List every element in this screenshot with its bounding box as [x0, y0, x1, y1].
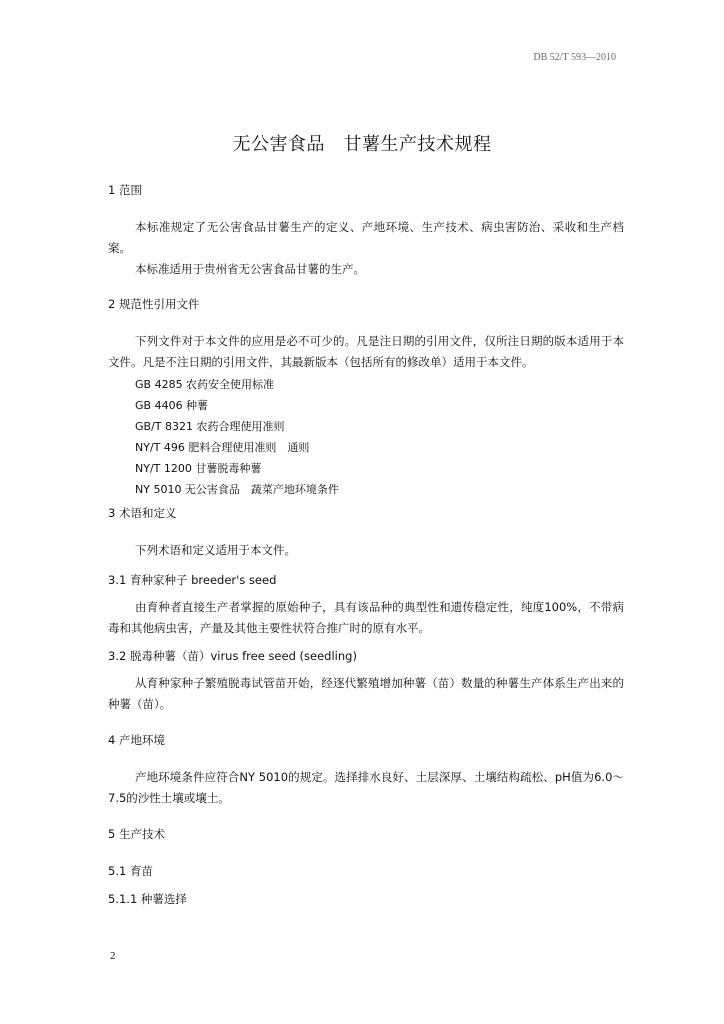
reference-list — [135, 374, 339, 500]
section-1-paragraph-2: 本标准适用于贵州省无公害食品甘薯的生产。 — [135, 262, 365, 276]
reference-item: NY 5010 无公害食品 蔬菜产地环境条件 — [135, 483, 339, 496]
section-4-heading: 4 产地环境 — [108, 733, 165, 747]
reference-item: GB 4406 种薯 — [135, 399, 209, 412]
section-4-paragraph-1: 产地环境条件应符合NY 5010的规定。选择排水良好、土层深厚、土壤结构疏松、pH值为6.0～7.5的沙性土壤或壤土。 — [108, 770, 624, 805]
section-1-paragraph-1: 本标准规定了无公害食品甘薯生产的定义、产地环境、生产技术、病虫害防治、采收和生产档案。 — [108, 220, 624, 255]
section-3-2-paragraph: 从育种家种子繁殖脱毒试管苗开始，经逐代繁殖增加种薯（苗）数量的种薯生产体系生产出来的种薯（苗）。 — [108, 676, 624, 711]
reference-item: NY/T 496 肥料合理使用准则 通则 — [135, 441, 310, 454]
document-title: 无公害食品 甘薯生产技术规程 — [232, 134, 492, 155]
section-2-paragraph-1: 下列文件对于本文件的应用是必不可少的。凡是注日期的引用文件，仅所注日期的版本适用于本文件。凡是不注日期的引用文件，其最新版本（包括所有的修改单）适用于本文件。 — [108, 334, 624, 369]
reference-item: GB/T 8321 农药合理使用准则 — [135, 420, 285, 433]
section-3-heading: 3 术语和定义 — [108, 506, 177, 520]
section-3-1-heading: 3.1 育种家种子 breeder's seed — [108, 573, 277, 587]
section-1-heading: 1 范围 — [108, 183, 142, 197]
section-3-paragraph-1: 下列术语和定义适用于本文件。 — [135, 543, 296, 557]
section-5-1-heading: 5.1 育苗 — [108, 864, 153, 878]
section-2-heading: 2 规范性引用文件 — [108, 297, 200, 311]
section-5-1-1-heading: 5.1.1 种薯选择 — [108, 892, 187, 906]
section-3-2-heading: 3.2 脱毒种薯（苗）virus free seed (seedling) — [108, 649, 357, 663]
section-3-1-paragraph: 由育种者直接生产者掌握的原始种子，具有该品种的典型性和遗传稳定性，纯度100%，不带病毒和其他病虫害，产量及其他主要性状符合推广时的原有水平。 — [108, 600, 624, 635]
standard-code: DB 52/T 593—2010 — [533, 52, 616, 63]
reference-item: NY/T 1200 甘薯脱毒种薯 — [135, 462, 262, 475]
page-number: 2 — [110, 950, 116, 962]
section-5-heading: 5 生产技术 — [108, 827, 165, 841]
reference-item: GB 4285 农药安全使用标准 — [135, 378, 275, 391]
